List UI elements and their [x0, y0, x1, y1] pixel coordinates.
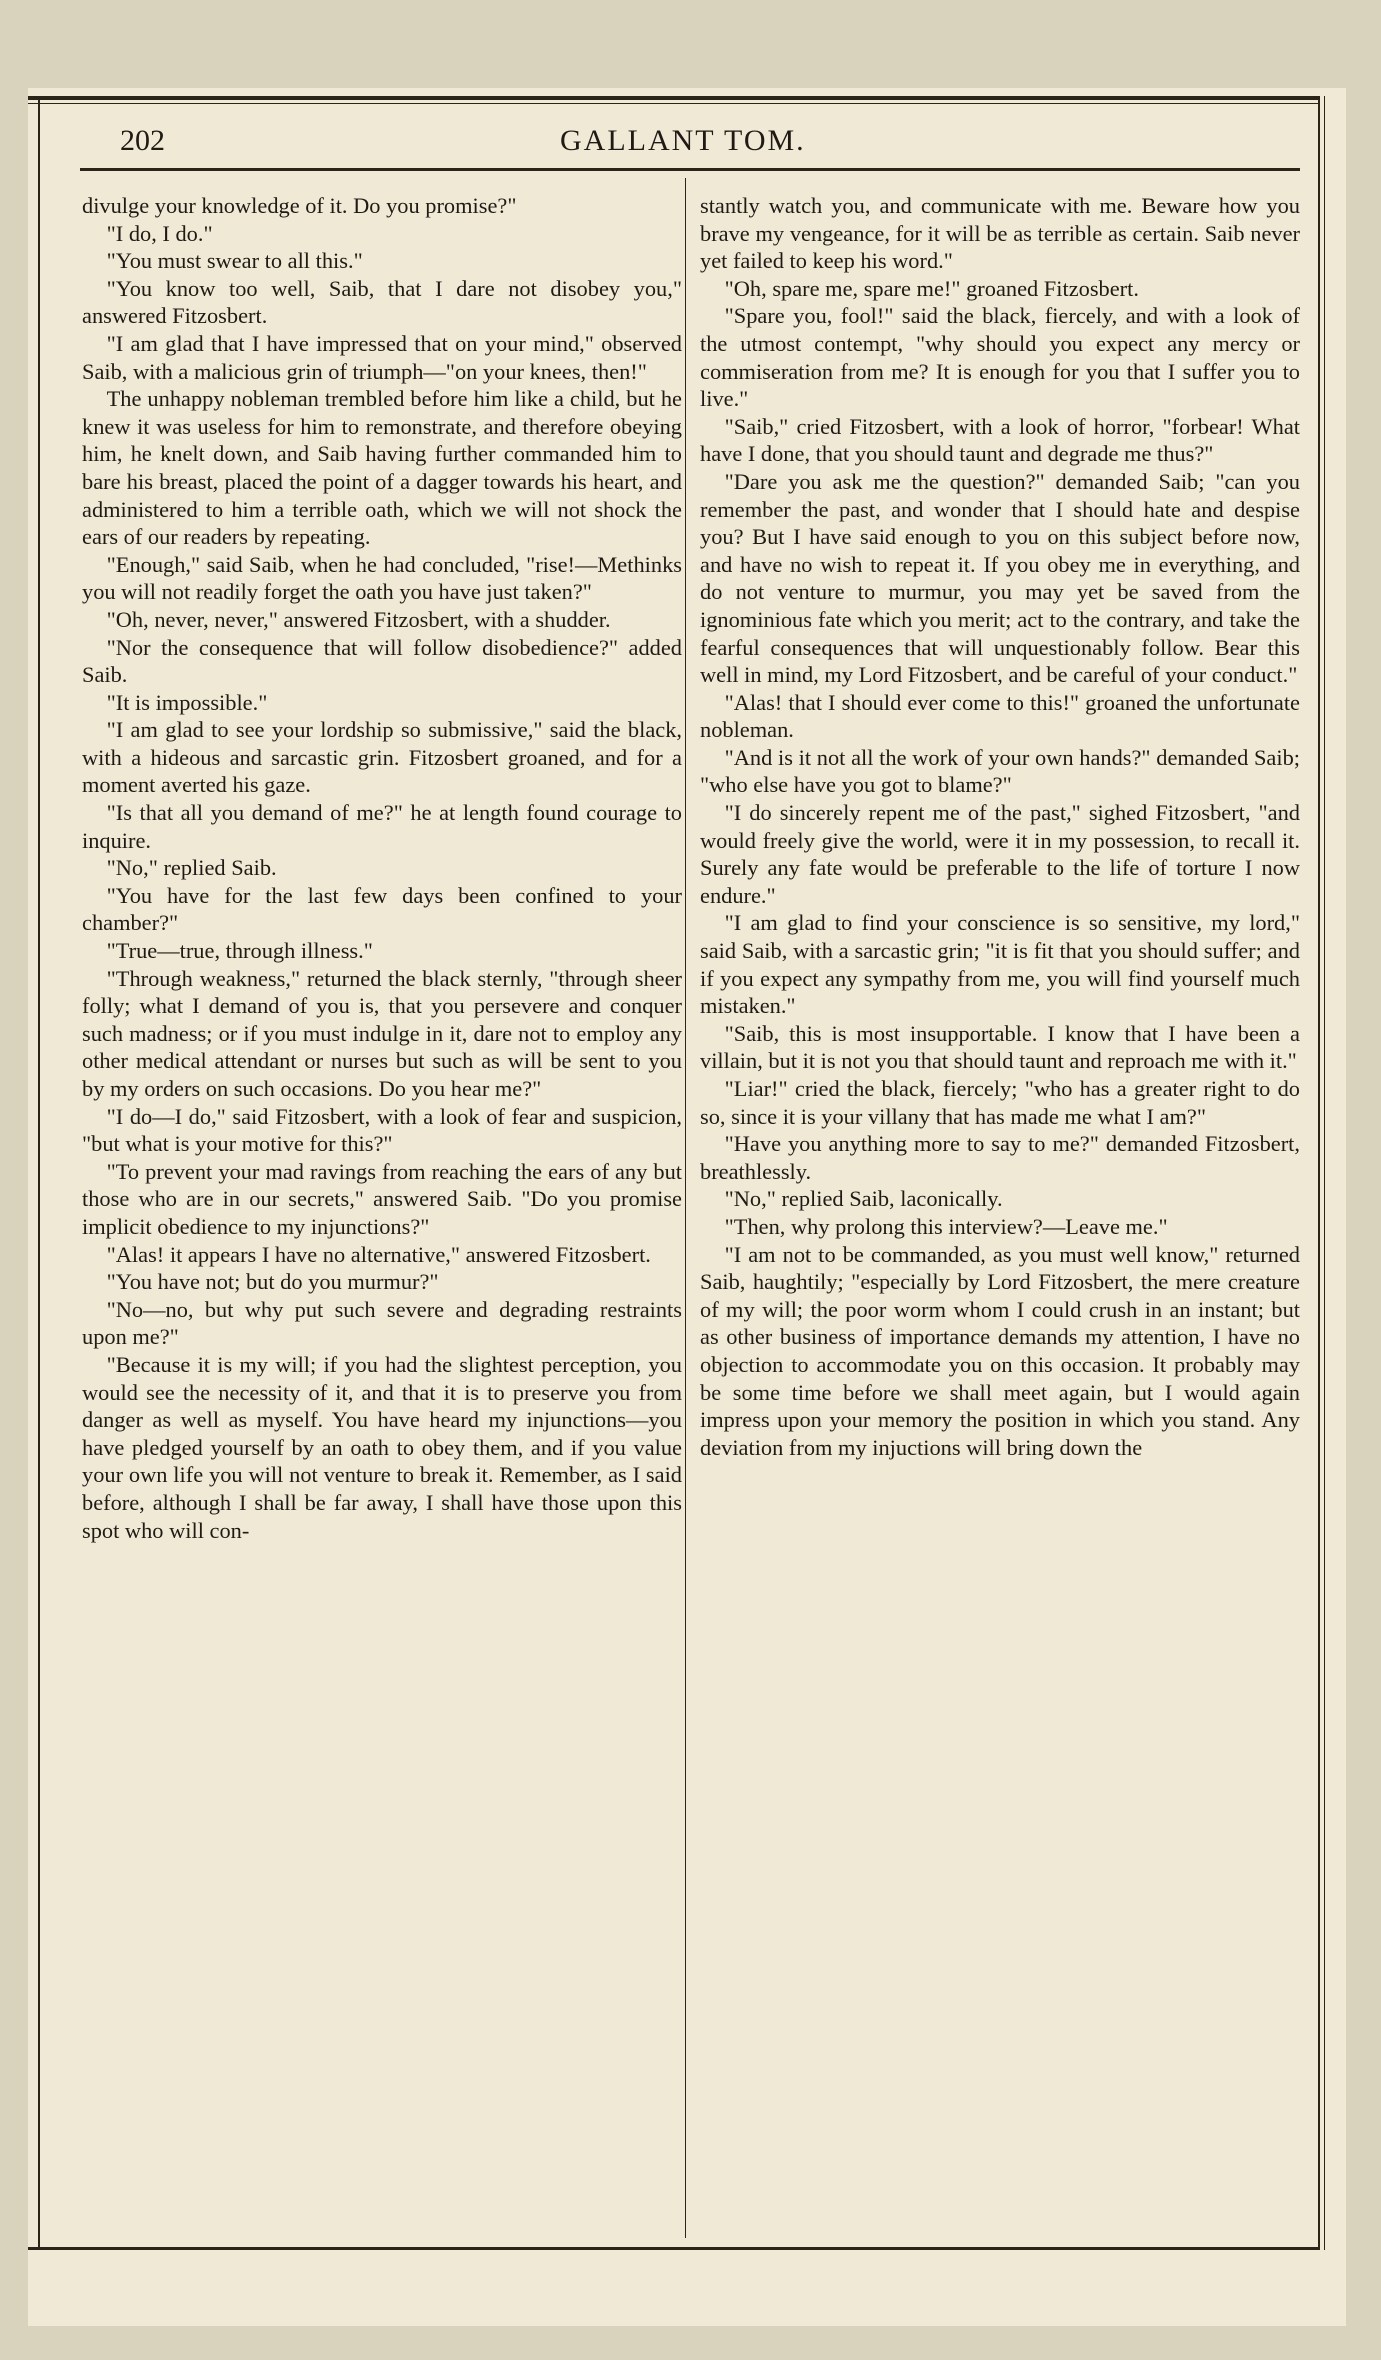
paragraph: "Saib," cried Fitzosbert, with a look of horror, "forbear! What have I done, that you should taunt and degrade me thus?"	[700, 413, 1300, 467]
paragraph: "Spare you, fool!" said the black, fiercely, and with a look of the utmost contempt, "why should you expect any mercy or commiseration from me? It is enough for you that I suffer you to live."	[700, 303, 1300, 412]
top-border-rule	[28, 96, 1318, 100]
paragraph: "You know too well, Saib, that I dare not disobey you," answered Fitzosbert.	[82, 275, 682, 329]
paragraph: "I am glad to see your lordship so submissive," said the black, with a hideous and sarcastic grin. Fitzosbert groaned, and for a moment averted his gaze.	[82, 717, 682, 798]
paragraph: "It is impossible."	[106, 689, 268, 715]
paragraph: "Nor the consequence that will follow disobedience?" added Saib.	[82, 634, 682, 688]
paragraph: "To prevent your mad ravings from reaching the ears of any but those who are in our secrets," answered Saib. "Do you promise implicit obedience to my injunctions?"	[82, 1158, 682, 1239]
paragraph: "I am not to be commanded, as you must well know," returned Saib, haughtily; "especially by Lord Fitzosbert, the mere creature of my will; the poor worm whom I could crush in an instant; but as other business of importance demands my attention, I have no objection to accommodate you on this occasion. It probably may be some time before we shall meet again, but I would again impress upon your memory the position in which you stand. Any deviation from my injuctions will bring down the	[700, 1241, 1300, 1460]
paragraph: "You have for the last few days been confined to your chamber?"	[82, 882, 682, 936]
paragraph: "Oh, spare me, spare me!" groaned Fitzosbert.	[724, 275, 1139, 301]
paragraph: "Saib, this is most insupportable. I know that I have been a villain, but it is not you that should taunt and reproach me with it."	[700, 1020, 1300, 1074]
paragraph: "I am glad that I have impressed that on your mind," observed Saib, with a malicious grin of triumph—"on your knees, then!"	[82, 330, 682, 384]
paragraph: "Liar!" cried the black, fiercely; "who has a greater right to do so, since it is your villany that has made me what I am?"	[700, 1076, 1300, 1129]
paragraph: "Then, why prolong this interview?—Leave me."	[724, 1213, 1168, 1239]
column-divider	[685, 178, 686, 2238]
paragraph: divulge your knowledge of it. Do you promise?"	[82, 193, 517, 218]
paragraph: "Through weakness," returned the black sternly, "through sheer folly; what I demand of you is, that you persevere and conquer such madness; or if you must indulge in it, dare not to employ any other medical attendant or nurses but such as will be sent to you by my orders on such occasions. Do you hear me?"	[82, 965, 682, 1101]
paragraph: "Because it is my will; if you had the slightest perception, you would see the necessity of it, and that it is to preserve you from danger as well as myself. You have heard my injunctions—you have pledged yourself by an oath to obey them, and if you value your own life you will not venture to break it. Remember, as I said before, although I shall be far away, I shall have those upon this spot who will con-	[82, 1351, 682, 1543]
paragraph: "Enough," said Saib, when he had concluded, "rise!—Methinks you will not readily forget the oath you have just taken?"	[82, 551, 682, 605]
paragraph: The unhappy nobleman trembled before him like a child, but he knew it was useless for him to remonstrate, and therefore obeying him, he knelt down, and Saib having further commanded him to bare his breast, placed the point of a dagger towards his heart, and administered to him a terrible oath, which we will not shock the ears of our readers by repeating.	[82, 386, 682, 550]
bottom-border-rule	[28, 2247, 1318, 2250]
header-rule	[80, 168, 1300, 171]
paragraph: "I do, I do."	[106, 220, 213, 246]
top-border-hairline	[28, 103, 1318, 104]
paragraph: "Alas! that I should ever come to this!" groaned the unfortunate nobleman.	[700, 689, 1300, 743]
paragraph: "I do—I do," said Fitzosbert, with a look of fear and suspicion, "but what is your motive for this?"	[82, 1103, 682, 1157]
paragraph: "Is that all you demand of me?" he at length found courage to inquire.	[82, 800, 682, 853]
paragraph: "No," replied Saib.	[106, 855, 277, 881]
paragraph: "Oh, never, never," answered Fitzosbert, with a shudder.	[106, 606, 611, 632]
right-border-rule	[1318, 96, 1320, 2250]
right-border-hairline	[1324, 96, 1325, 2250]
paragraph: "You have not; but do you murmur?"	[106, 1269, 439, 1295]
paragraph: "And is it not all the work of your own hands?" demanded Saib; "who else have you got to blame?"	[700, 744, 1300, 798]
paragraph: "True—true, through illness."	[106, 938, 373, 964]
paragraph: "Alas! it appears I have no alternative," answered Fitzosbert.	[106, 1241, 651, 1267]
running-title: GALLANT TOM.	[560, 124, 806, 157]
paragraph: "No—no, but why put such severe and degrading restraints upon me?"	[82, 1296, 682, 1350]
paragraph: "I do sincerely repent me of the past," sighed Fitzosbert, "and would freely give the world, were it in my possession, to recall it. Surely any fate would be preferable to the life of torture I now endure."	[700, 800, 1300, 908]
page-number: 202	[120, 124, 165, 157]
paragraph: "I am glad to find your conscience is so sensitive, my lord," said Saib, with a sarcastic grin; "it is fit that you should suffer; and if you expect any sympathy from me, you will find yourself much mistaken."	[700, 910, 1300, 1019]
paragraph: "Have you anything more to say to me?" demanded Fitzosbert, breathlessly.	[700, 1131, 1300, 1184]
right-column	[700, 192, 1300, 1461]
left-border-rule	[38, 96, 40, 2250]
paragraph: "You must swear to all this."	[106, 248, 363, 274]
left-column	[82, 192, 682, 1544]
paragraph: "Dare you ask me the question?" demanded Saib; "can you remember the past, and wonder that I should hate and despise you? But I have said enough to you on this subject before now, and have no wish to repeat it. If you obey me in everything, and do not venture to murmur, you may yet be saved from the ignominious fate which you merit; act to the contrary, and take the fearful consequences that will unquestionably follow. Bear this well in mind, my Lord Fitzosbert, and be careful of your conduct."	[700, 468, 1300, 688]
paragraph: stantly watch you, and communicate with me. Beware how you brave my vengeance, for it will be as terrible as certain. Saib never yet failed to keep his word."	[700, 193, 1300, 274]
paragraph: "No," replied Saib, laconically.	[724, 1186, 1003, 1212]
